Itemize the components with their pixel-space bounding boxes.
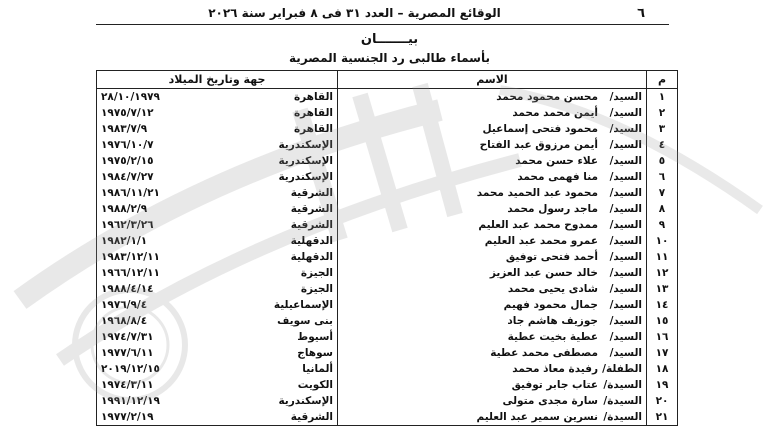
row-birth-date: ١٩٨٨/٢/٩ (101, 203, 148, 215)
row-birth-cell (97, 89, 338, 106)
row-name: محسن محمود محمد (496, 91, 598, 103)
row-birth-place: الدقهلية (290, 251, 333, 263)
row-name-cell (338, 281, 647, 297)
row-birth-date: ١٩٨٣/٧/٩ (101, 123, 148, 135)
row-honorific: السيد/ (609, 203, 642, 215)
row-honorific: السيد/ (609, 123, 642, 135)
row-birth-place: القاهرة (293, 123, 333, 135)
row-name-cell (338, 393, 647, 409)
row-birth-place: الإسكندرية (278, 155, 333, 167)
row-honorific: السيد/ (609, 187, 642, 199)
table-row (97, 313, 678, 329)
row-birth-date: ١٩٧٥/٢/١٥ (101, 155, 154, 167)
row-birth-place: الشرقية (290, 219, 333, 231)
row-name-cell (338, 233, 647, 249)
row-name: أيمن مرزوق عبد الفتاح (479, 139, 598, 151)
row-number: ١٣ (647, 281, 678, 297)
row-birth-place: القاهرة (293, 91, 333, 103)
row-honorific: السيد/ (609, 315, 642, 327)
row-name: عمرو محمد عبد العليم (484, 235, 598, 247)
table-row (97, 153, 678, 169)
row-name-cell (338, 297, 647, 313)
row-name: أيمن محمد محمد (512, 107, 598, 119)
row-honorific: السيد/ (609, 139, 642, 151)
row-birth-place: أسيوط (297, 331, 333, 343)
row-name-cell (338, 409, 647, 426)
row-name: خالد حسن عبد العزيز (489, 267, 598, 279)
row-birth-date: ١٩٦٢/٣/٢٦ (101, 219, 154, 231)
table-row (97, 105, 678, 121)
row-birth-place: الإسماعيلية (273, 299, 333, 311)
row-honorific: السيد/ (609, 219, 642, 231)
row-birth-cell (97, 201, 338, 217)
table-row (97, 233, 678, 249)
row-name: عطية بخيت عطية (507, 331, 598, 343)
row-birth-place: الجيزة (300, 267, 333, 279)
row-birth-cell (97, 361, 338, 377)
row-name: محمود عبد الحميد محمد (476, 187, 598, 199)
row-name-cell (338, 169, 647, 185)
row-honorific: الطفلة/ (602, 363, 642, 375)
row-name-cell (338, 137, 647, 153)
table-row (97, 89, 678, 106)
row-name: منا فهمى محمد (517, 171, 598, 183)
table-row (97, 217, 678, 233)
row-birth-place: الجيزة (300, 283, 333, 295)
row-name-cell (338, 121, 647, 137)
row-birth-date: ١٩٧٧/٢/١٩ (101, 411, 154, 423)
row-name-cell (338, 89, 647, 106)
row-name-cell (338, 345, 647, 361)
row-honorific: السيدة/ (603, 395, 642, 407)
row-birth-place: الإسكندرية (278, 171, 333, 183)
table-row (97, 137, 678, 153)
table-row (97, 121, 678, 137)
row-birth-place: الإسكندرية (278, 139, 333, 151)
row-honorific: السيد/ (609, 155, 642, 167)
row-birth-date: ١٩٧٧/٦/١١ (101, 347, 154, 359)
row-birth-place: سوهاج (297, 347, 333, 359)
row-honorific: السيد/ (609, 347, 642, 359)
row-birth-date: ١٩٧٦/١٠/٧ (101, 139, 154, 151)
row-name: شادى يحيى محمد (507, 283, 598, 295)
row-birth-cell (97, 297, 338, 313)
row-birth-date: ١٩٨٤/٧/٢٧ (101, 171, 154, 183)
table-row (97, 281, 678, 297)
row-number: ١٨ (647, 361, 678, 377)
row-number: ١٠ (647, 233, 678, 249)
row-birth-date: ١٩٦٦/١٢/١١ (101, 267, 160, 279)
row-honorific: السيد/ (609, 331, 642, 343)
row-number: ١٦ (647, 329, 678, 345)
row-number: ٢٠ (647, 393, 678, 409)
row-honorific: السيد/ (609, 91, 642, 103)
table-row (97, 409, 678, 426)
row-number: ٧ (647, 185, 678, 201)
row-birth-place: القاهرة (293, 107, 333, 119)
row-honorific: السيدة/ (603, 411, 642, 423)
row-number: ٤ (647, 137, 678, 153)
row-birth-place: الشرقية (290, 411, 333, 423)
row-name: مصطفى محمد عطية (490, 347, 598, 359)
page-number: ٦ (637, 6, 645, 21)
row-birth-place: الدقهلية (290, 235, 333, 247)
row-birth-cell (97, 105, 338, 121)
row-honorific: السيدة/ (603, 379, 642, 391)
table-row (97, 185, 678, 201)
row-birth-place: الإسكندرية (278, 395, 333, 407)
row-name: ماجد رسول محمد (507, 203, 598, 215)
row-name-cell (338, 377, 647, 393)
row-name: علاء حسن محمد (515, 155, 598, 167)
row-number: ٨ (647, 201, 678, 217)
row-honorific: السيد/ (609, 251, 642, 263)
row-name-cell (338, 217, 647, 233)
table-row (97, 329, 678, 345)
names-table (96, 70, 678, 426)
row-name-cell (338, 313, 647, 329)
table-row (97, 201, 678, 217)
row-name: نسرين سمير عبد العليم (476, 411, 598, 423)
header-rule (96, 24, 669, 25)
row-birth-cell (97, 345, 338, 361)
row-number: ٥ (647, 153, 678, 169)
table-row (97, 345, 678, 361)
row-birth-cell (97, 153, 338, 169)
row-birth-cell (97, 281, 338, 297)
row-birth-date: ١٩٨٣/١٢/١١ (101, 251, 160, 263)
row-number: ١٢ (647, 265, 678, 281)
row-name-cell (338, 361, 647, 377)
row-birth-cell (97, 313, 338, 329)
row-number: ١٤ (647, 297, 678, 313)
row-name-cell (338, 201, 647, 217)
row-name-cell (338, 329, 647, 345)
table-header-row (97, 71, 678, 89)
row-name-cell (338, 265, 647, 281)
row-name: جوزيف هاشم جاد (507, 315, 598, 327)
row-name: جمال محمود فهيم (503, 299, 598, 311)
row-number: ١٧ (647, 345, 678, 361)
row-birth-date: ١٩٧٦/٩/٤ (101, 299, 148, 311)
row-number: ٣ (647, 121, 678, 137)
document-title: بيـــــــان (360, 32, 419, 47)
row-birth-cell (97, 121, 338, 137)
row-birth-date: ١٩٨٢/١/١ (101, 235, 148, 247)
header-birth: جهة وتاريخ الميلاد (97, 71, 338, 89)
row-honorific: السيد/ (609, 267, 642, 279)
row-number: ٩ (647, 217, 678, 233)
row-birth-place: الشرقية (290, 203, 333, 215)
table-body (97, 89, 678, 426)
row-birth-cell (97, 377, 338, 393)
page-header (96, 6, 683, 22)
row-birth-date: ١٩٦٨/٨/٤ (101, 315, 148, 327)
row-name-cell (338, 185, 647, 201)
row-birth-cell (97, 329, 338, 345)
row-birth-place: بنى سويف (277, 315, 333, 327)
row-number: ٢ (647, 105, 678, 121)
header-number: م (647, 71, 678, 89)
table-row (97, 169, 678, 185)
row-birth-place: ألمانيا (302, 363, 333, 375)
table-row (97, 297, 678, 313)
table-row (97, 393, 678, 409)
row-birth-date: ١٩٧٤/٣/١١ (101, 379, 154, 391)
row-honorific: السيد/ (609, 171, 642, 183)
table-row (97, 249, 678, 265)
row-number: ٦ (647, 169, 678, 185)
row-birth-cell (97, 265, 338, 281)
row-birth-cell (97, 217, 338, 233)
row-number: ١ (647, 89, 678, 106)
document-subtitle: بأسماء طالبى رد الجنسية المصرية (289, 51, 490, 65)
row-birth-cell (97, 169, 338, 185)
row-birth-cell (97, 185, 338, 201)
row-name-cell (338, 153, 647, 169)
row-birth-date: ١٩٧٥/٧/١٢ (101, 107, 154, 119)
row-honorific: السيد/ (609, 283, 642, 295)
row-name: محمود فتحى إسماعيل (482, 123, 598, 135)
row-name-cell (338, 105, 647, 121)
row-name: أحمد فتحى توفيق (505, 251, 598, 263)
running-head: الوقائع المصرية – العدد ٣١ فى ٨ فبراير سنة ٢٠٢٦ (208, 6, 501, 20)
header-name: الاسم (338, 71, 647, 89)
row-birth-date: ١٩٨٦/١١/٢١ (101, 187, 160, 199)
row-number: ٢١ (647, 409, 678, 426)
row-name-cell (338, 249, 647, 265)
row-name: سارة مجدى متولى (502, 395, 598, 407)
row-birth-date: ٢٨/١٠/١٩٧٩ (101, 91, 160, 103)
row-number: ١٥ (647, 313, 678, 329)
row-birth-place: الكويت (297, 379, 333, 391)
row-birth-place: الشرقية (290, 187, 333, 199)
row-name: رفيدة معاذ محمد (512, 363, 598, 375)
table-row (97, 377, 678, 393)
row-name: عتاب جابر توفيق (511, 379, 598, 391)
row-honorific: السيد/ (609, 299, 642, 311)
row-birth-cell (97, 409, 338, 426)
row-honorific: السيد/ (609, 235, 642, 247)
row-birth-cell (97, 249, 338, 265)
row-birth-date: ١٩٩١/١٢/١٩ (101, 395, 160, 407)
row-number: ١٩ (647, 377, 678, 393)
table-row (97, 265, 678, 281)
row-honorific: السيد/ (609, 107, 642, 119)
row-birth-date: ٢٠١٩/١٢/١٥ (101, 363, 160, 375)
row-name: ممدوح محمد عبد العليم (478, 219, 598, 231)
table-row (97, 361, 678, 377)
row-birth-cell (97, 393, 338, 409)
row-birth-date: ١٩٧٤/٧/٣١ (101, 331, 154, 343)
row-number: ١١ (647, 249, 678, 265)
row-birth-cell (97, 233, 338, 249)
row-birth-date: ١٩٨٨/٤/١٤ (101, 283, 154, 295)
row-birth-cell (97, 137, 338, 153)
